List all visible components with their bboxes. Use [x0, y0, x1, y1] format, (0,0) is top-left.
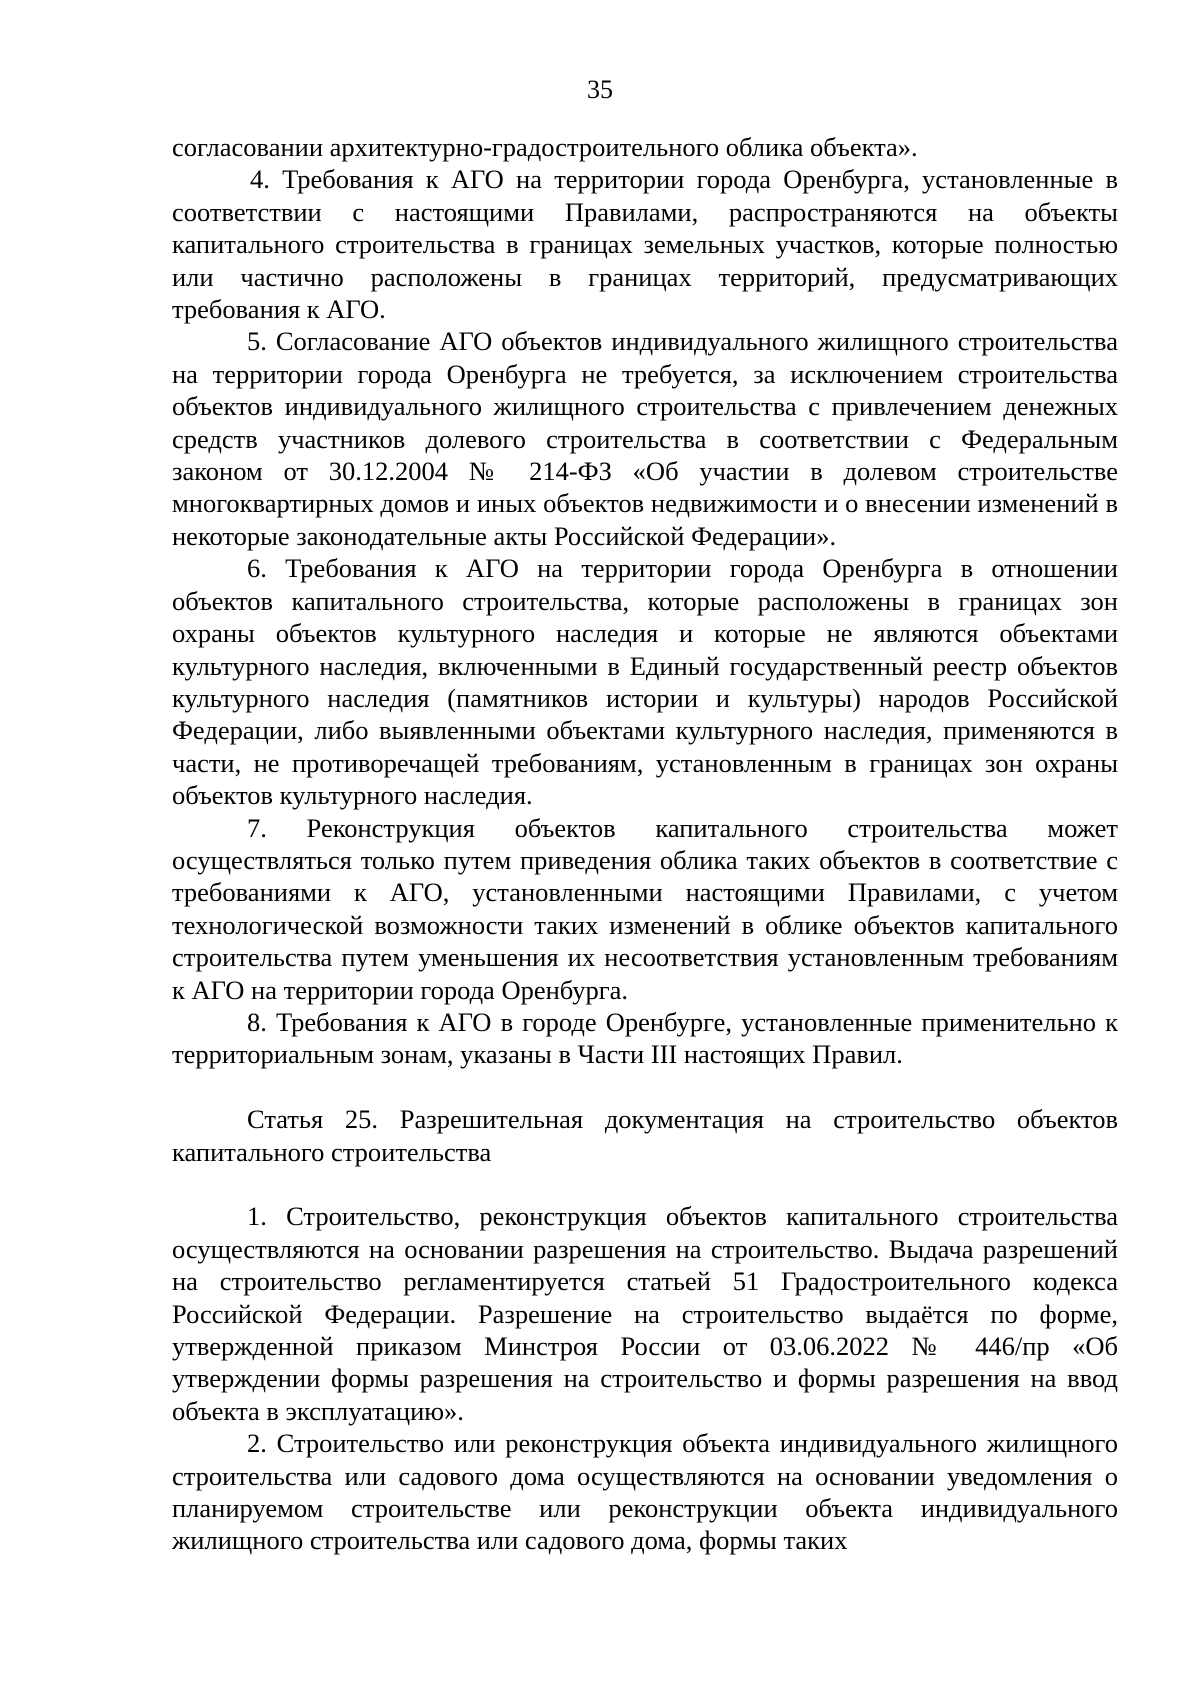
article-item-2: 2. Строительство или реконструкция объекта индивидуального жилищного строительства или садового дома осуществляются на основании уведомления о планируемом строительстве или реконструкции объекта индивидуального жилищного строительства или садового дома, формы таких — [172, 1428, 1118, 1556]
article-heading: Статья 25. Разрешительная документация на строительство объектов капитального строительства — [172, 1104, 1118, 1167]
spacer — [172, 1071, 1118, 1103]
paragraph-item-8: 8. Требования к АГО в городе Оренбурге, установленные применительно к территориальным зонам, указаны в Части III настоящих Правил. — [172, 1006, 1118, 1070]
paragraph-item-4: 4. Требования к АГО на территории города Оренбурга, установленные в соответствии с настоящими Правилами, распространяются на объекты капитального строительства в границах земельных участков, которые полностью или частично расположены в границах территорий, предусматривающих требования к АГО. — [172, 164, 1118, 325]
paragraph-continuation: согласовании архитектурно-градостроительного облика объекта». — [172, 132, 918, 162]
spacer — [172, 1168, 1118, 1200]
document-body — [172, 131, 1118, 1557]
paragraph-item-6: 6. Требования к АГО на территории города Оренбурга в отношении объектов капитального строительства, которые расположены в границах зон охраны объектов культурного наследия и которые не являются объектами культурного наследия, включенными в Единый государственный реестр объектов культурного наследия (памятников истории и культуры) народов Российской Федерации, либо выявленными объектами культурного наследия, применяются в части, не противоречащей требованиям, установленным в границах зон охраны объектов культурного наследия. — [172, 553, 1118, 811]
page-number: 35 — [587, 75, 613, 104]
article-item-1: 1. Строительство, реконструкция объектов капитального строительства осуществляются на основании разрешения на строительство. Выдача разрешений на строительство регламентируется статьей 51 Градостроительного кодекса Российской Федерации. Разрешение на строительство выдаётся по форме, утвержденной приказом Минстроя России от 03.06.2022 № 446/пр «Об утверждении формы разрешения на строительство и формы разрешения на ввод объекта в эксплуатацию». — [172, 1201, 1118, 1426]
paragraph-item-5: 5. Согласование АГО объектов индивидуального жилищного строительства на территории города Оренбурга не требуется, за исключением строительства объектов индивидуального жилищного строительства с привлечением денежных средств участников долевого строительства в соответствии с Федеральным законом от 30.12.2004 № 214-ФЗ «Об участии в долевом строительстве многоквартирных домов и иных объектов недвижимости и о внесении изменений в некоторые законодательные акты Российской Федерации». — [172, 326, 1118, 551]
paragraph-item-7: 7. Реконструкция объектов капитального строительства может осуществляться только путем приведения облика таких объектов в соответствие с требованиями к АГО, установленными настоящими Правилами, с учетом технологической возможности таких изменений в облике объектов капитального строительства путем уменьшения их несоответствия установленным требованиям к АГО на территории города Оренбурга. — [172, 812, 1118, 1005]
